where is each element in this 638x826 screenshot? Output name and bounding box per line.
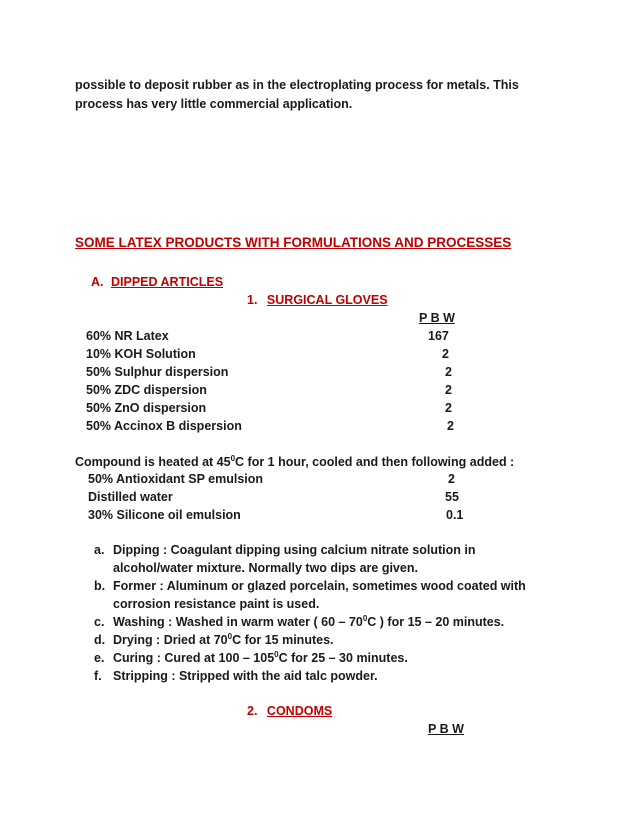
degree-superscript: 0 bbox=[227, 632, 233, 641]
addition-value: 2 bbox=[448, 472, 455, 486]
compound-note-before: Compound is heated at 45 bbox=[75, 455, 231, 469]
intro-line-2: process has very little commercial application. bbox=[75, 97, 353, 111]
step-label: c. bbox=[94, 615, 105, 629]
addition-value: 0.1 bbox=[446, 508, 464, 522]
subsection-heading bbox=[91, 275, 223, 289]
step-text-continued: alcohol/water mixture. Normally two dips are given. bbox=[113, 561, 418, 575]
step-label: b. bbox=[94, 579, 106, 593]
addition-name: 50% Antioxidant SP emulsion bbox=[88, 472, 264, 486]
product1-number: 1. bbox=[247, 293, 258, 307]
product1-title: SURGICAL GLOVES bbox=[266, 293, 388, 307]
step-text bbox=[113, 633, 334, 647]
product2-title: CONDOMS bbox=[266, 704, 333, 718]
step-text-continued: corrosion resistance paint is used. bbox=[113, 597, 320, 611]
step-text-part: C for 25 – 30 minutes. bbox=[278, 651, 408, 665]
ingredient-name: 50% ZnO dispersion bbox=[86, 401, 207, 415]
product2-number: 2. bbox=[247, 704, 258, 718]
ingredient-value: 2 bbox=[442, 347, 449, 361]
intro-paragraph bbox=[75, 76, 519, 114]
ingredient-name: 50% ZDC dispersion bbox=[86, 383, 207, 397]
addition-name: Distilled water bbox=[88, 490, 173, 504]
ingredient-value: 167 bbox=[428, 329, 449, 343]
step-text bbox=[113, 615, 504, 629]
step-text-part: Drying : Dried at 70 bbox=[113, 633, 228, 647]
step-text bbox=[113, 651, 408, 665]
addition-value: 55 bbox=[445, 490, 459, 504]
addition-name: 30% Silicone oil emulsion bbox=[88, 508, 241, 522]
step-text-part: Washing : Washed in warm water ( 60 – 70 bbox=[113, 615, 363, 629]
section-heading: SOME LATEX PRODUCTS WITH FORMULATIONS AND PROCESSES bbox=[75, 235, 512, 250]
degree-superscript: 0 bbox=[274, 650, 279, 659]
product1-heading bbox=[247, 293, 388, 307]
ingredient-name: 60% NR Latex bbox=[86, 329, 169, 343]
ingredient-value: 2 bbox=[445, 365, 452, 379]
subsection-title: DIPPED ARTICLES bbox=[110, 275, 224, 289]
step-text-part: Curing : Cured at 100 – 105 bbox=[113, 651, 275, 665]
pbw-header: P B W bbox=[419, 311, 455, 325]
compound-note bbox=[75, 455, 514, 469]
step-label: a. bbox=[94, 543, 105, 557]
pbw-header: P B W bbox=[428, 722, 464, 736]
ingredient-value: 2 bbox=[445, 383, 452, 397]
step-label: d. bbox=[94, 633, 106, 647]
step-label: f. bbox=[94, 669, 102, 683]
step-text: Stripping : Stripped with the aid talc powder. bbox=[113, 669, 378, 683]
degree-superscript: 0 bbox=[230, 454, 236, 463]
step-text: Dipping : Coagulant dipping using calcium nitrate solution in bbox=[113, 543, 476, 557]
ingredient-name: 50% Sulphur dispersion bbox=[86, 365, 229, 379]
step-text: Former : Aluminum or glazed porcelain, sometimes wood coated with bbox=[113, 579, 526, 593]
product2-heading bbox=[247, 704, 332, 718]
step-text-part: C for 15 minutes. bbox=[232, 633, 334, 647]
intro-line-1: possible to deposit rubber as in the electroplating process for metals. This bbox=[75, 78, 519, 92]
compound-note-after: C for 1 hour, cooled and then following added : bbox=[235, 455, 515, 469]
ingredient-name: 10% KOH Solution bbox=[86, 347, 196, 361]
ingredient-value: 2 bbox=[445, 401, 452, 415]
step-text-part: C ) for 15 – 20 minutes. bbox=[367, 615, 505, 629]
degree-superscript: 0 bbox=[362, 614, 368, 623]
step-label: e. bbox=[94, 651, 105, 665]
subsection-letter: A. bbox=[91, 275, 104, 289]
ingredient-name: 50% Accinox B dispersion bbox=[86, 419, 242, 433]
ingredient-value: 2 bbox=[447, 419, 454, 433]
